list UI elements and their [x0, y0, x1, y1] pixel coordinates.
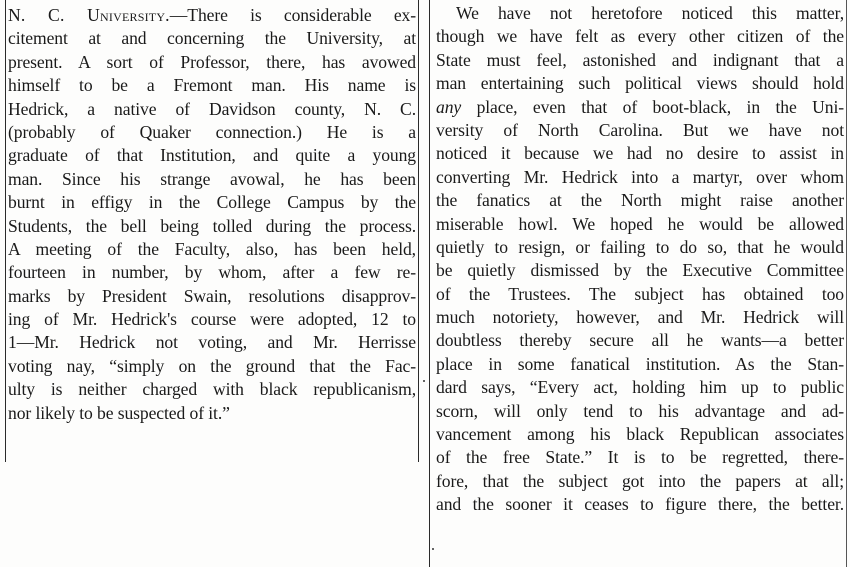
- article-line: ulty is neither charged with black republicanism,: [8, 379, 416, 400]
- article-line: man entertaining such political views should hold: [436, 73, 844, 94]
- article-line: quietly to resign, or failing to do so, that he would: [436, 236, 844, 257]
- article-line: though we have felt as every other citizen of the: [436, 26, 844, 47]
- article-line: of the free State.” It is to be regretted, there-: [436, 447, 844, 468]
- article-line: any place, even that of boot-black, in the Uni-: [436, 96, 844, 117]
- right-article: [436, 2, 844, 562]
- article-line: of the Trustees. The subject has obtained too: [436, 283, 844, 304]
- article-line: (probably of Quaker connection.) He is a: [8, 121, 416, 142]
- article-line: fore, that the subject got into the papers at all;: [436, 470, 844, 491]
- article-line: ing of Mr. Hedrick's course were adopted, 12 to: [8, 309, 416, 330]
- article-line: N. C. University.—There is considerable ex-: [8, 5, 416, 25]
- article-line: A meeting of the Faculty, also, has been held,: [8, 238, 416, 259]
- article-line: miserable howl. We hoped he would be allowed: [436, 213, 844, 234]
- article-line: dard says, “Every act, holding him up to public: [436, 377, 844, 398]
- article-line: vancement among his black Republican associates: [436, 424, 844, 445]
- article-line: We have not heretofore noticed this matter,: [456, 3, 844, 23]
- column-rule: [429, 0, 430, 567]
- article-line: Hedrick, a native of Davidson county, N. C.: [8, 98, 416, 119]
- article-line: the fanatics at the North might raise another: [436, 190, 844, 211]
- left-article: [8, 4, 416, 464]
- article-line: Students, the bell being tolled during the process.: [8, 215, 416, 236]
- article-line: man. Since his strange avowal, he has been: [8, 168, 416, 189]
- column-rule: [5, 0, 6, 462]
- column-rule: [846, 0, 847, 567]
- article-line: scorn, will only tend to his advantage and ad-: [436, 400, 844, 421]
- article-line: nor likely to be suspected of it.”: [8, 402, 230, 423]
- article-line: be quietly dismissed by the Executive Committee: [436, 260, 844, 281]
- article-line: and the sooner it ceases to figure there, the better.: [436, 494, 844, 515]
- article-line: voting nay, “simply on the ground that the Fac-: [8, 355, 416, 376]
- article-line: citement at and concerning the University, at: [8, 28, 416, 49]
- article-line: burnt in effigy in the College Campus by the: [8, 192, 416, 213]
- print-speck: [423, 380, 425, 382]
- print-speck: [432, 548, 434, 550]
- article-line: much notoriety, however, and Mr. Hedrick will: [436, 307, 844, 328]
- article-line: converting Mr. Hedrick into a martyr, over whom: [436, 166, 844, 187]
- article-line: marks by President Swain, resolutions disapprov-: [8, 285, 416, 306]
- article-line: 1—Mr. Hedrick not voting, and Mr. Herrisse: [8, 332, 416, 353]
- article-line: graduate of that Institution, and quite a young: [8, 145, 416, 166]
- article-line: himself to be a Fremont man. His name is: [8, 75, 416, 96]
- article-line: State must feel, astonished and indignant that a: [436, 49, 844, 70]
- article-line: place in some fanatical institution. As the Stan-: [436, 353, 844, 374]
- article-line: present. A sort of Professor, there, has avowed: [8, 51, 416, 72]
- column-rule: [418, 0, 419, 462]
- article-line: fourteen in number, by whom, after a few re-: [8, 262, 416, 283]
- article-heading: N. C. University.: [8, 5, 170, 25]
- article-line: doubtless thereby secure all he wants—a better: [436, 330, 844, 351]
- article-line: noticed it because we had no desire to assist in: [436, 143, 844, 164]
- article-line: versity of North Carolina. But we have not: [436, 119, 844, 140]
